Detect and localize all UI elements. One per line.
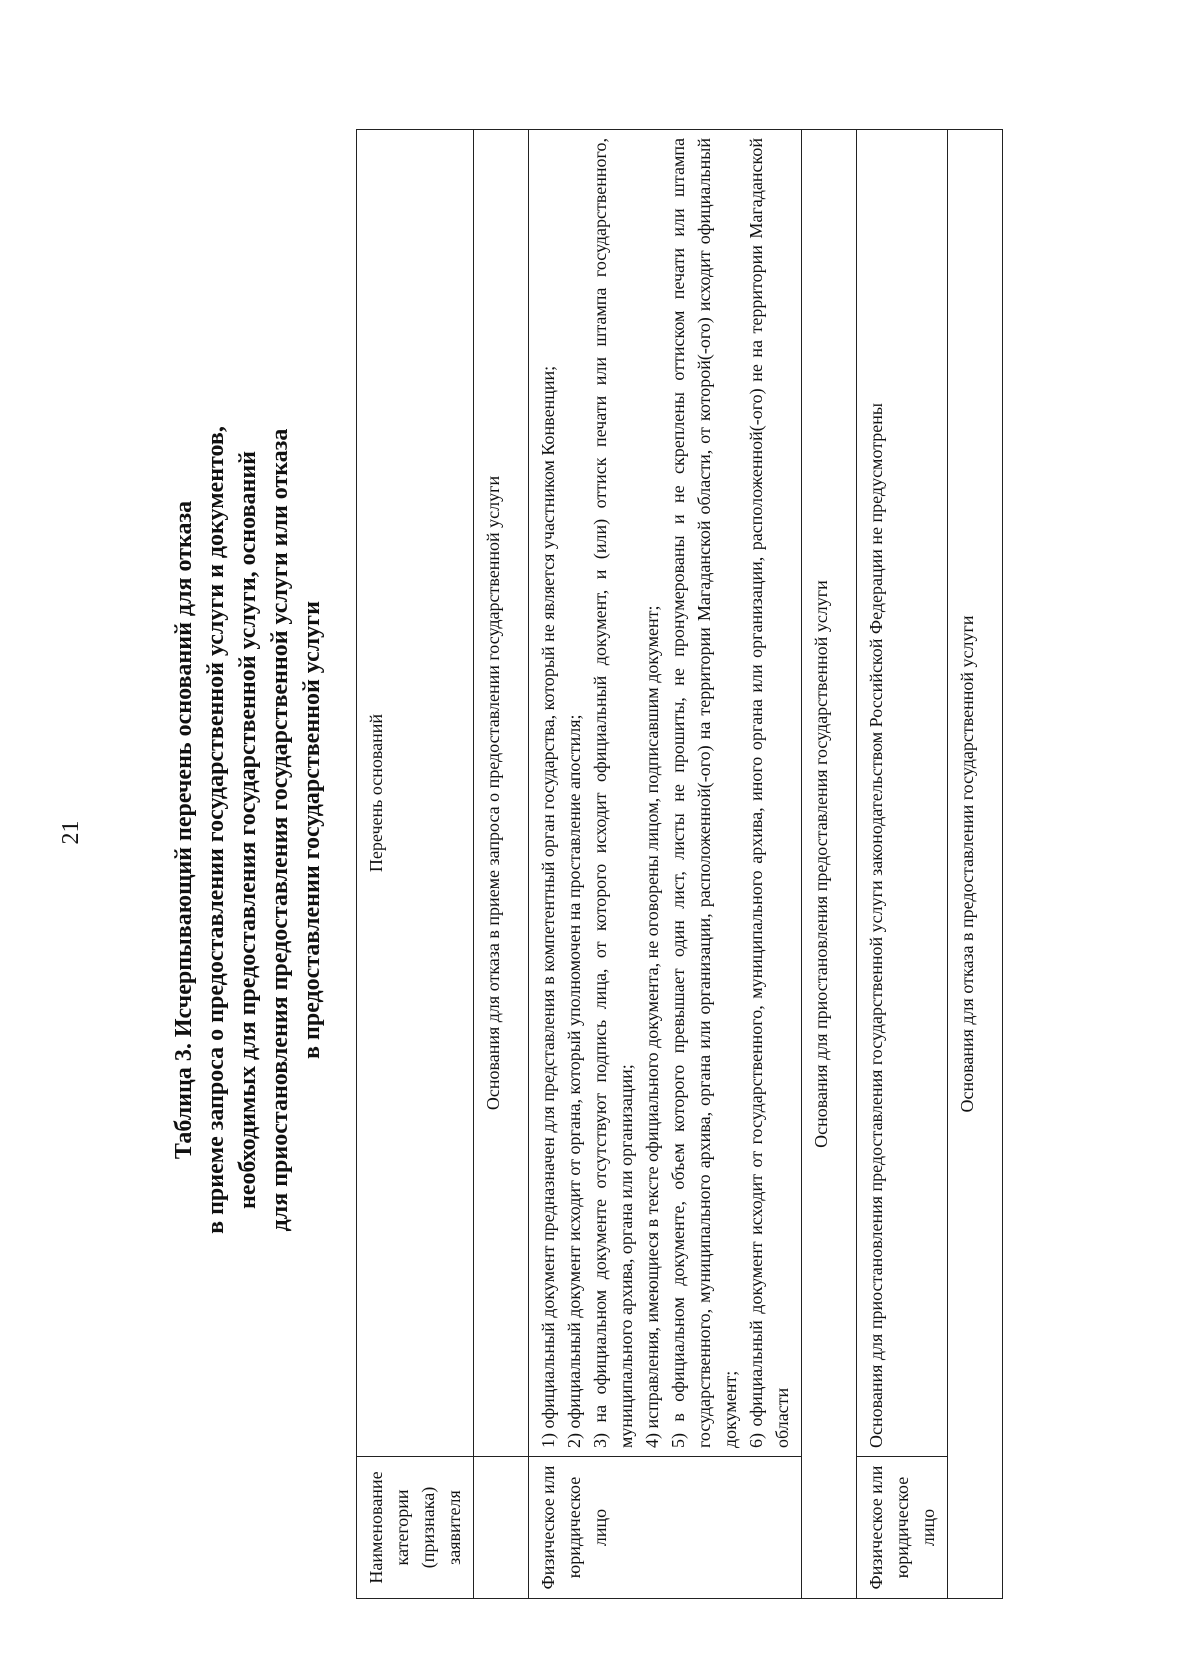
table-row bbox=[529, 130, 802, 1599]
ground-item: 4) исправления, имеющиеся в тексте официального документа, не оговорены лицом, подписавшим документ; bbox=[642, 605, 662, 1448]
header-category: Наименование категории (признака) заявителя bbox=[357, 1457, 474, 1599]
table-row bbox=[857, 130, 948, 1599]
section-heading-row bbox=[802, 130, 857, 1599]
section-heading-row bbox=[474, 130, 529, 1599]
ground-item: 3) на официальном документе отсутствуют подпись лица, от которого исходит официальный документ, и (или) оттиск печати или штампа государственного, муниципального архива, органа или организации; bbox=[590, 138, 636, 1448]
header-grounds: Перечень оснований bbox=[357, 130, 474, 1457]
title-line: в приеме запроса о предоставлении государственной услуги и документов, bbox=[203, 426, 229, 1234]
ground-item: 1) официальный документ предназначен для представления в компетентный орган государства, который не является участником Конвенции; bbox=[538, 365, 558, 1448]
section-heading: Основания для отказа в приеме запроса о предоставлении государственной услуги bbox=[474, 130, 529, 1457]
empty-cell bbox=[474, 1457, 529, 1599]
table-title bbox=[168, 165, 328, 1495]
page-number: 21 bbox=[58, 820, 84, 845]
title-line: необходимых для предоставления государственной услуги, оснований bbox=[235, 451, 261, 1209]
section-heading: Основания для приостановления предоставления государственной услуги bbox=[802, 130, 857, 1599]
ground-item: Основания для приостановления предоставления государственной услуги законодательством Российской Федерации не предусмотрены bbox=[866, 402, 886, 1448]
ground-item: 5) в официальном документе, объем которого превышает один лист, листы не прошиты, не пронумерованы и не скреплены оттиском печати или штампа государственного, муниципального архива, органа или организации, расположенной(-ого) на территории Магаданской области, от которой(-ого) исходит официальный документ; bbox=[668, 138, 740, 1448]
title-line: Таблица 3. Исчерпывающий перечень оснований для отказа bbox=[171, 500, 197, 1160]
applicant-category: Физическое или юридическое лицо bbox=[857, 1457, 948, 1599]
grounds-list bbox=[857, 130, 948, 1457]
grounds-table bbox=[356, 129, 1003, 1599]
title-line: для приостановления предоставления государственной услуги или отказа bbox=[267, 428, 293, 1232]
applicant-category: Физическое или юридическое лицо bbox=[529, 1457, 802, 1599]
section-heading: Основания для отказа в предоставлении государственной услуги bbox=[948, 130, 1003, 1599]
grounds-list bbox=[529, 130, 802, 1457]
ground-item: 6) официальный документ исходит от государственного, муниципального архива, иного органа или организации, расположенной(-ого) не на территории Магаданской области bbox=[746, 138, 792, 1448]
table-header-row bbox=[357, 130, 474, 1599]
section-heading-row bbox=[948, 130, 1003, 1599]
title-line: в предоставлении государственной услуги bbox=[299, 601, 325, 1059]
ground-item: 2) официальный документ исходит от органа, который уполномочен на проставление апостиля; bbox=[564, 714, 584, 1448]
